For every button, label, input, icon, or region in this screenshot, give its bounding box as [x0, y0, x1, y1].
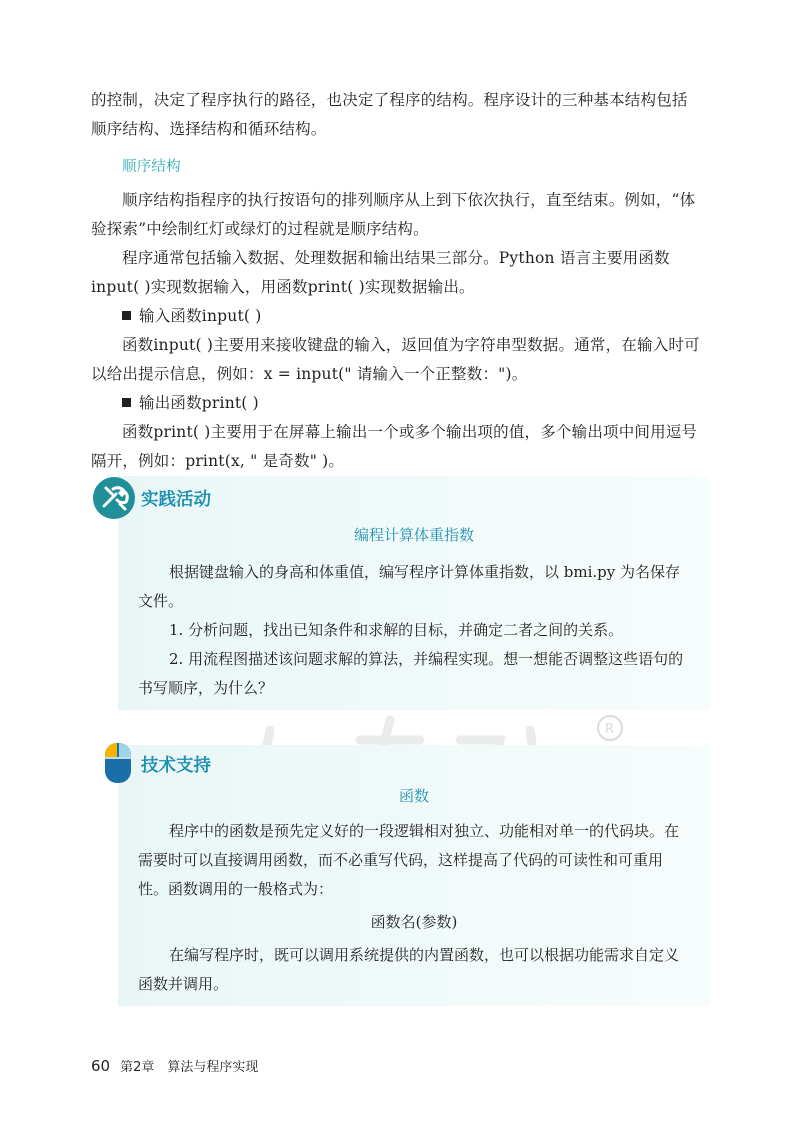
tech-paragraph-1: 程序中的函数是预先定义好的一段逻辑相对独立、功能相对单一的代码块。在需要时可以直接调用函数，而不必重写代码，这样提高了代码的可读性和可重用性。函数调用的一般格式为：	[138, 822, 680, 898]
practice-item-1: 1. 分析问题，找出已知条件和求解的目标，并确定二者之间的关系。	[169, 621, 624, 639]
page-number: 60	[91, 1057, 111, 1075]
main-text	[91, 86, 711, 476]
practice-label: 实践活动	[141, 490, 211, 510]
practice-paragraph: 根据键盘输入的身高和体重值，编写程序计算体重指数，以 bmi.py 为名保存文件。	[138, 563, 681, 610]
tech-title: 函数	[398, 787, 429, 805]
chapter-title: 第2章 算法与程序实现	[120, 1060, 259, 1075]
tools-icon	[92, 476, 136, 520]
bullet-input	[91, 302, 711, 331]
practice-item-2: 2. 用流程图描述该问题求解的算法，并编程实现。想一想能否调整这些语句的书写顺序，为什么？	[138, 650, 684, 697]
sequence-paragraph-2: 程序通常包括输入数据、处理数据和输出结果三部分。Python 语言主要用函数input( )实现数据输入，用函数print( )实现数据输出。	[91, 249, 670, 296]
svg-text:R: R	[605, 722, 615, 737]
sequence-paragraph-3: 函数input( )主要用来接收键盘的输入，返回值为字符串型数据。通常，在输入时可以给出提示信息，例如：x = input(" 请输入一个正整数：")。	[91, 336, 700, 383]
practice-content	[138, 521, 690, 703]
sequence-paragraph-1: 顺序结构指程序的执行按语句的排列顺序从上到下依次执行，直至结束。例如，“体验探索”中绘制红灯或绿灯的过程就是顺序结构。	[91, 191, 696, 238]
mouse-icon	[104, 742, 132, 784]
bullet-output-label: 输出函数print( )	[139, 394, 259, 412]
bullet-input-label: 输入函数input( )	[139, 307, 262, 325]
intro-line-1: 的控制，决定了程序执行的路径，也决定了程序的结构。程序设计的三种基本结构包括	[91, 91, 688, 109]
square-bullet-icon	[122, 398, 131, 407]
tech-label: 技术支持	[141, 756, 211, 776]
intro-line-2: 顺序结构、选择结构和循环结构。	[91, 120, 327, 138]
practice-title: 编程计算体重指数	[353, 526, 474, 544]
bullet-output	[91, 389, 711, 418]
sequence-heading: 顺序结构	[122, 159, 181, 175]
sequence-paragraph-4: 函数print( )主要用于在屏幕上输出一个或多个输出项的值，多个输出项中间用逗号隔开，例如：print(x, " 是奇数" )。	[91, 423, 698, 470]
tech-paragraph-2: 在编写程序时，既可以调用系统提供的内置函数，也可以根据功能需求自定义函数并调用。	[138, 946, 680, 993]
page-footer	[91, 1056, 258, 1075]
tech-content	[138, 782, 690, 999]
square-bullet-icon	[122, 311, 131, 320]
function-format: 函数名(参数)	[370, 913, 458, 931]
